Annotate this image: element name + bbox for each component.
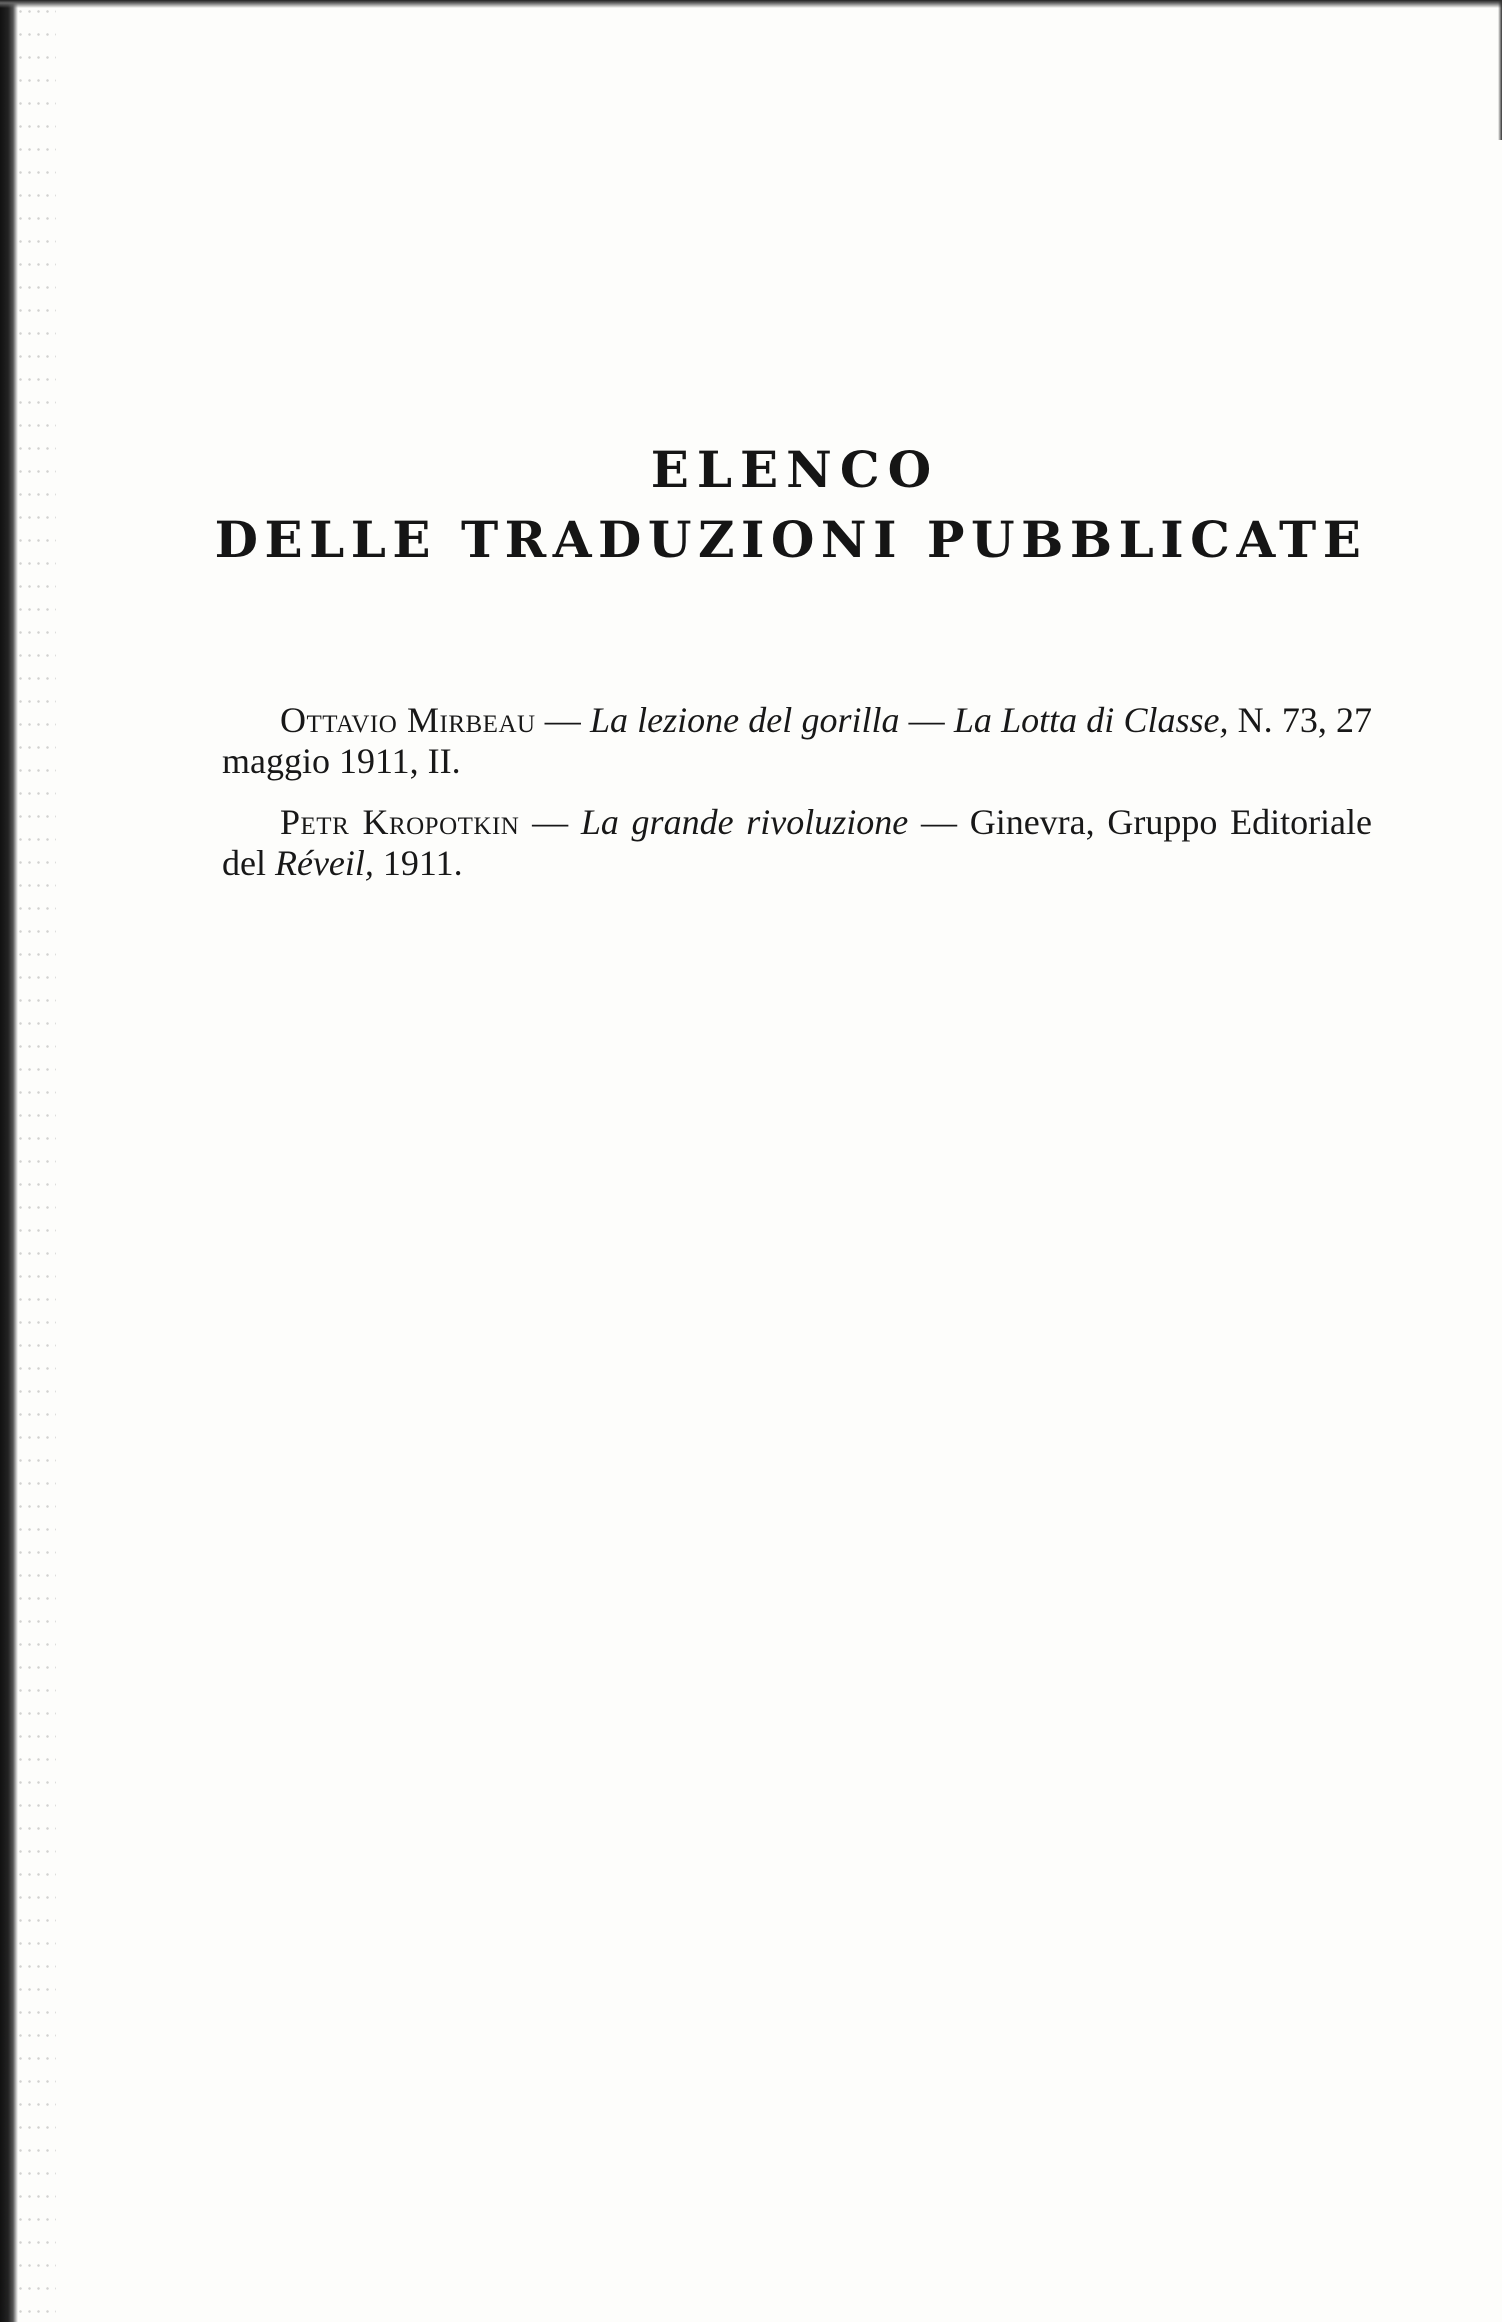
scan-right-edge [1498, 0, 1502, 140]
entry-separator: — [535, 700, 590, 740]
entry-source: La Lotta di Classe, [953, 700, 1229, 740]
title-line-1: ELENCO [650, 440, 940, 499]
entry-year: 1911. [373, 843, 463, 883]
entry-author: Petr Kropotkin [280, 802, 520, 842]
list-item [222, 700, 1372, 782]
entry-separator: — [519, 802, 581, 842]
list-item [222, 802, 1372, 884]
entry-separator: — [908, 802, 970, 842]
entry-journal: Réveil, [274, 843, 374, 883]
scan-speckle [16, 0, 56, 2322]
translations-list [222, 700, 1372, 904]
entry-work-title: La lezione del gorilla [589, 700, 900, 740]
entry-author: Ottavio Mirbeau [280, 700, 536, 740]
entry-publisher: Ginevra, Gruppo Editoriale del [222, 802, 1373, 883]
entry-work-title: La grande rivoluzione [580, 802, 909, 842]
scan-top-edge [0, 0, 1502, 8]
entry-separator: — [899, 700, 954, 740]
entry-details: N. 73, 27 maggio 1911, II. [222, 700, 1373, 781]
title-line-2: DELLE TRADUZIONI PUBBLICATE [214, 510, 1368, 569]
